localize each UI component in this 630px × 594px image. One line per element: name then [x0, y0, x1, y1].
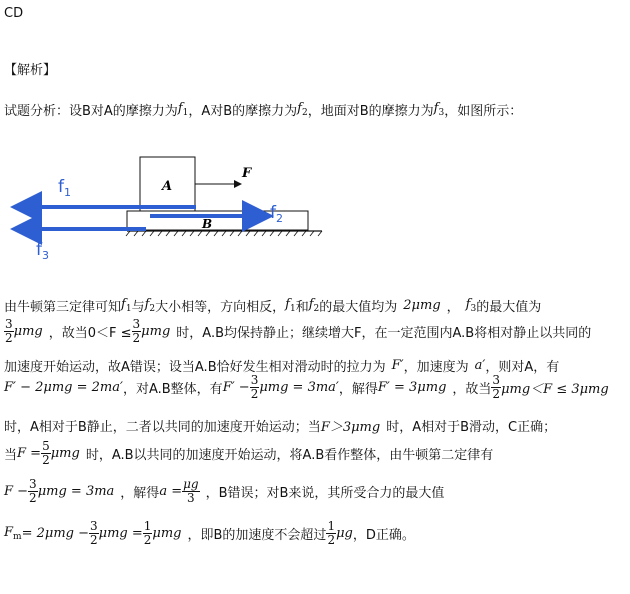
body-line-1: 由牛顿第三定律可知 $f_1$ 与 $f_2$ 大小相等，方向相反， $f_1$ 和 $f_2$ 的最大值均为 2μmg ， $f_3$ 的最大值为	[4, 297, 542, 315]
f2-symbol: $f_2$	[297, 101, 308, 118]
intro-text-3: ，地面对B的摩擦力为	[307, 104, 434, 119]
block-a-label: A	[162, 179, 173, 194]
ground-hatching	[126, 231, 322, 236]
f3-label: $f_3$	[36, 240, 49, 262]
body-line-4: F′ − 2μmg = 2ma′ ，对A.B整体，有 F′ − $\frac{3}{2}$ μmg = 3ma′ ，解得 F′ = 3μmg ，故当 $\frac{3}{2}$ μmg＜F ≤ 3μmg	[4, 373, 609, 401]
f1-symbol: $f_1$	[177, 101, 189, 118]
section-heading: 【解析】	[4, 63, 57, 78]
body-line-8: $F_m$ = 2μmg − $\frac{3}{2}$ μmg = $\frac{1}{2}$ μmg ，即B的加速度不会超过 $\frac{1}{2}$ μg ，D正确。	[4, 519, 415, 547]
body-line-5: 时，A相对于B静止，二者以共同的加速度开始运动；当 F＞3μmg 时，A相对于B滑动，C正确；	[4, 420, 557, 435]
f2-label: $f_2$	[270, 203, 283, 225]
intro-text-2: ，A对B的摩擦力为	[188, 104, 298, 119]
intro-text-4: ，如图所示：	[444, 104, 523, 119]
f3-symbol: $f_3$	[433, 101, 445, 118]
intro-line	[4, 100, 522, 119]
body-line-7: F − $\frac{3}{2}$ μmg = 3ma ，解得 a = $\frac{\mu g}{3}$ ，B错误；对B来说，其所受合力的最大值	[4, 477, 445, 505]
body-line-6: 当 F = $\frac{5}{2}$ μmg 时，A.B以共同的加速度开始运动，将A.B看作整体，由牛顿第二定律有	[4, 439, 494, 467]
answer-text: CD	[4, 6, 24, 21]
block-b-label: B	[202, 217, 213, 231]
intro-text-1: 试题分析：设B对A的摩擦力为	[4, 104, 178, 119]
f1-label: $f_1$	[58, 177, 71, 199]
body-line-2: $\frac{3}{2}$ μmg ，故当0＜F ≤ $\frac{3}{2}$ μmg 时，A.B均保持静止；继续增大F，在一定范围内A.B将相对静止以共同的	[5, 317, 592, 345]
force-f-label: F	[242, 166, 252, 181]
body-line-3: 加速度开始运动，故A错误；设当A.B恰好发生相对滑动时的拉力为 F′ ，加速度为 a′ ，则对A，有	[4, 358, 560, 375]
force-diagram	[0, 150, 340, 270]
